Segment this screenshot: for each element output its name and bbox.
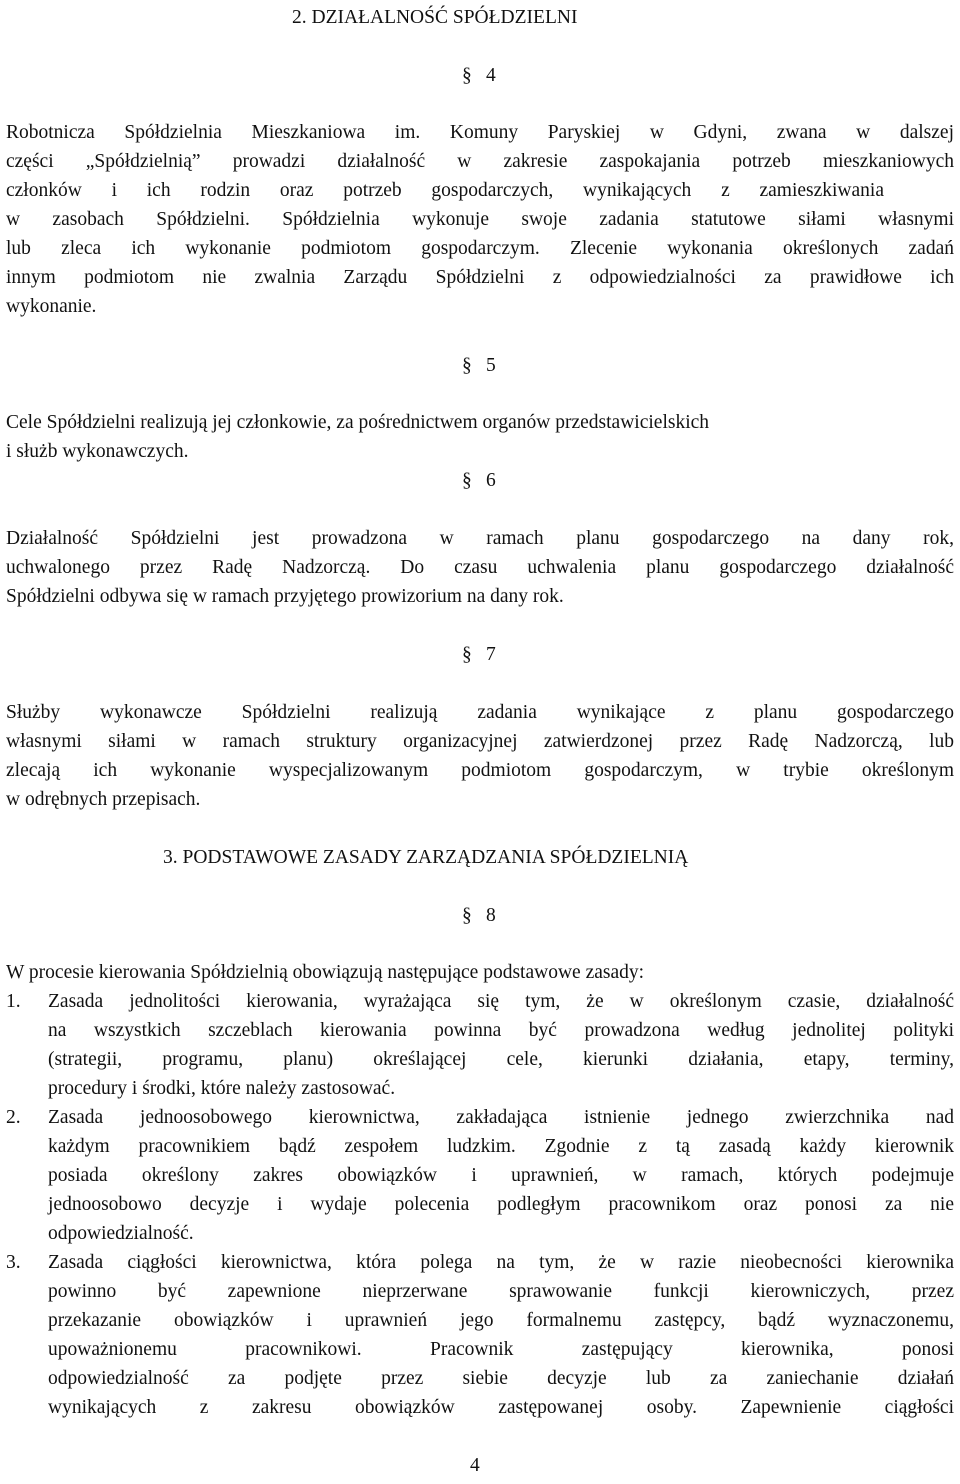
section-sign-icon: § bbox=[462, 355, 472, 376]
paragraph-8-intro: W procesie kierowania Spółdzielnią obowiązują następujące podstawowe zasady: bbox=[6, 962, 645, 983]
paragraph-6-text: Działalność Spółdzielni jest prowadzona w ramach planu gospodarczego na dany rok, uchwalonego przez Radę Nadzorczą. Do czasu uchwalenia planu gospodarczego działalność Spółdzielni odbywa się w ramach przyjętego prowizorium na dany rok. bbox=[6, 528, 954, 607]
section-2-heading: 2. DZIAŁALNOŚĆ SPÓŁDZIELNI bbox=[292, 7, 578, 28]
principles-list bbox=[6, 987, 954, 1422]
paragraph-5-number: § 5 bbox=[462, 351, 496, 380]
list-item-number: 2. bbox=[6, 1107, 21, 1128]
list-item: 1. Zasada jednolitości kierowania, wyrażająca się tym, że w określonym czasie, działalność na wszystkich szczeblach kierowania powinna być prowadzona według jednolitej polityki (strategii, programu, planu) określającej cele, kierunki działania, etapy, terminy, procedury i środki, które należy zastosować. bbox=[6, 987, 954, 1103]
page-number: 4 bbox=[470, 1455, 480, 1476]
paragraph-7-number: § 7 bbox=[462, 640, 496, 669]
paragraph-6-number: § 6 bbox=[462, 466, 496, 495]
paragraph-5-text: Cele Spółdzielni realizują jej członkowie, za pośrednictwem organów przedstawicielskich i służb wykonawczych. bbox=[6, 412, 710, 462]
list-item-number: 3. bbox=[6, 1252, 21, 1273]
list-item: 2. Zasada jednoosobowego kierownictwa, zakładająca istnienie jednego zwierzchnika nad każdym pracownikiem bądź zespołem ludzkim. Zgodnie z tą zasadą każdy kierownik posiada określony zakres obowiązków i uprawnień, w ramach, których podejmuje jednoosobowo decyzje i wydaje polecenia podległym pracownikom oraz ponosi za nie odpowiedzialność. bbox=[6, 1103, 954, 1248]
section-sign-icon: § bbox=[462, 470, 472, 491]
paragraph-4-text: Robotnicza Spółdzielnia Mieszkaniowa im. Komuny Paryskiej w Gdyni, zwana w dalszej części „Spółdzielnią” prowadzi działalność w zakresie zaspokajania potrzeb mieszkaniowych członków i ich rodzin oraz potrzeb gospodarczych, wynikających z zamieszkiwania w zasobach Spółdzielni. Spółdzielnia wykonuje swoje zadania statutowe siłami własnymi lub zleca ich wykonanie podmiotom gospodarczym. Zlecenie wykonania określonych zadań innym podmiotom nie zwalnia Zarządu Spółdzielni z odpowiedzialności za prawidłowe ich wykonanie. bbox=[6, 122, 954, 317]
paragraph-4-number: § 4 bbox=[462, 61, 496, 90]
section-sign-icon: § bbox=[462, 905, 472, 926]
section-sign-icon: § bbox=[462, 65, 472, 86]
paragraph-8-number: § 8 bbox=[462, 901, 496, 930]
section-3-heading: 3. PODSTAWOWE ZASADY ZARZĄDZANIA SPÓŁDZIELNIĄ bbox=[163, 847, 689, 868]
list-item-number: 1. bbox=[6, 991, 21, 1012]
list-item: 3. Zasada ciągłości kierownictwa, która polega na tym, że w razie nieobecności kierownika powinno być zapewnione nieprzerwane sprawowanie funkcji kierowniczych, przez przekazanie obowiązków i uprawnień jego formalnemu zastępcy, bądź wyznaczonemu, upoważnionemu pracownikowi. Pracownik zastępujący kierownika, ponosi odpowiedzialność za podjęte przez siebie decyzje lub za zaniechanie działań wynikających z zakresu obowiązków zastępowanej osoby. Zapewnienie ciągłości bbox=[6, 1248, 954, 1422]
paragraph-7-text: Służby wykonawcze Spółdzielni realizują zadania wynikające z planu gospodarczego własnymi siłami w ramach struktury organizacyjnej zatwierdzonej przez Radę Nadzorczą, lub zlecają ich wykonanie wyspecjalizowanym podmiotom gospodarczym, w trybie określonym w odrębnych przepisach. bbox=[6, 702, 954, 810]
section-sign-icon: § bbox=[462, 644, 472, 665]
